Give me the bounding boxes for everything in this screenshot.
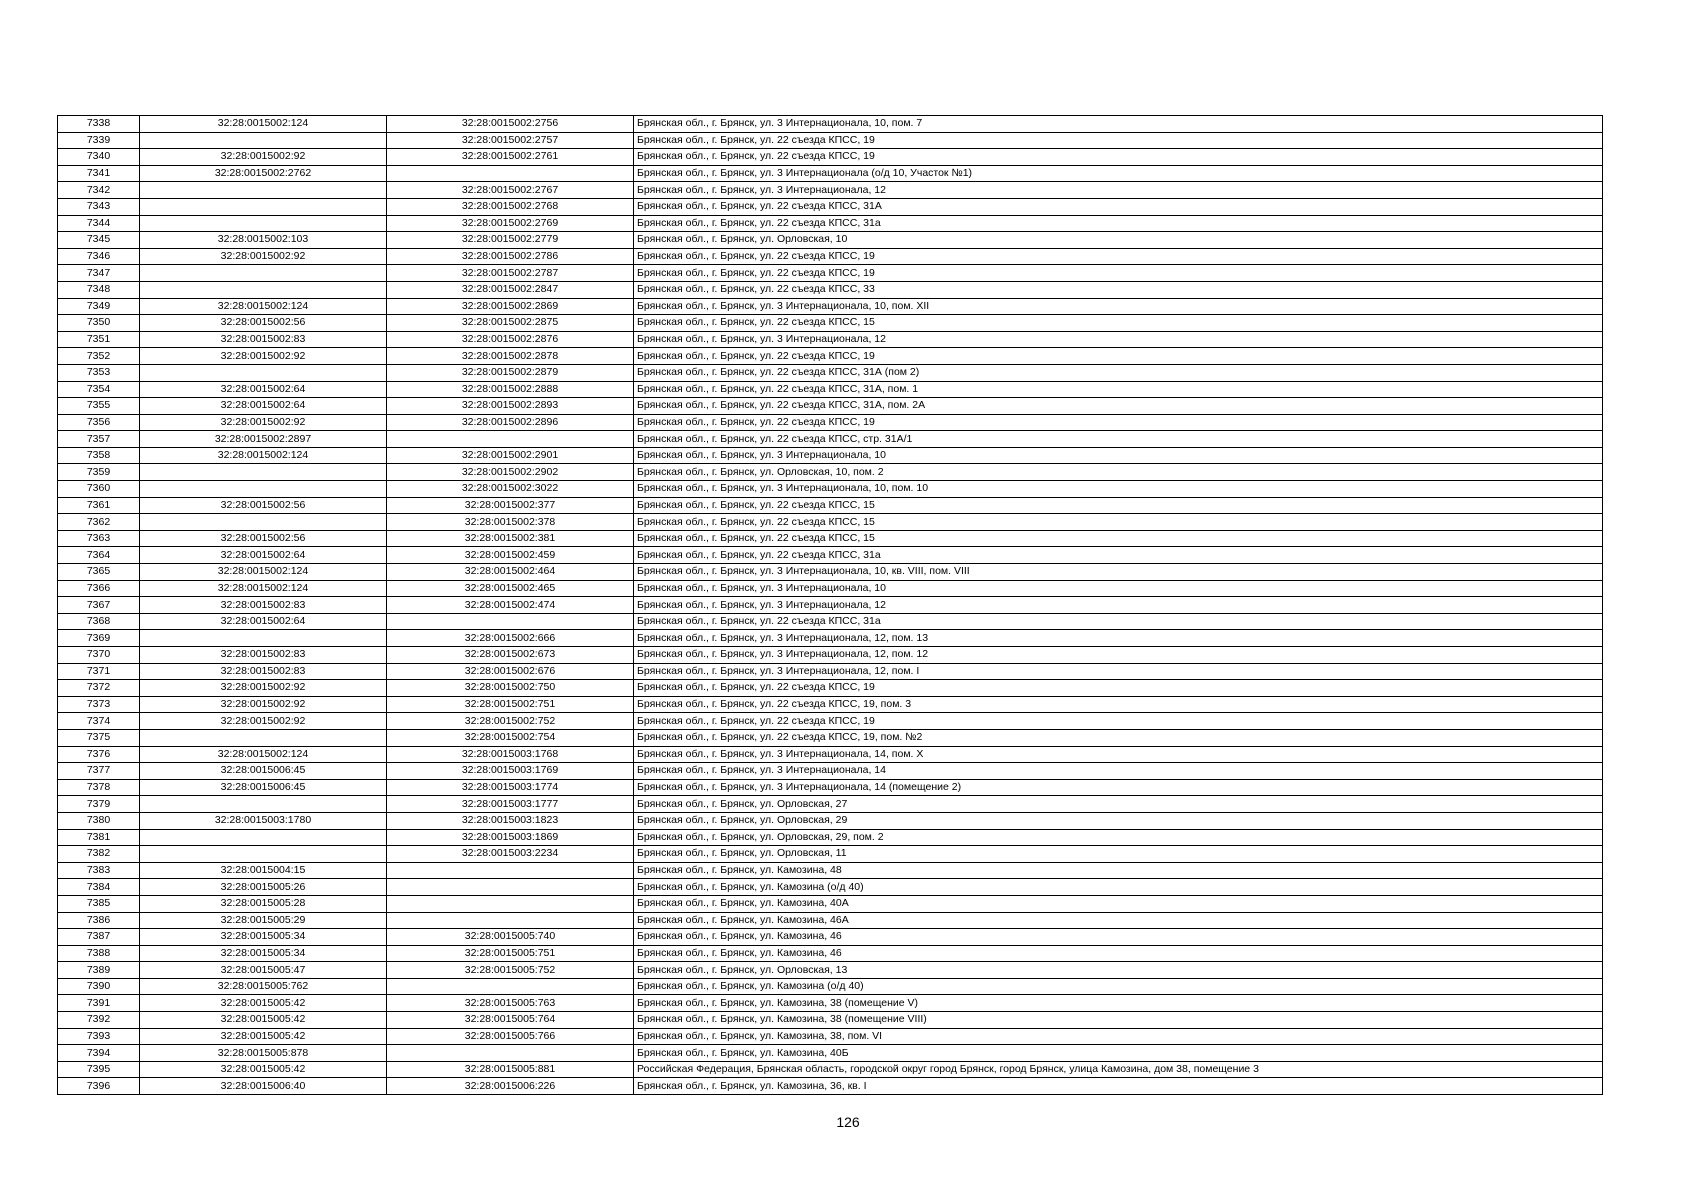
parent-parcel-cell: 32:28:0015002:56 (140, 315, 387, 332)
parent-parcel-cell: 32:28:0015002:56 (140, 530, 387, 547)
address-cell: Брянская обл., г. Брянск, ул. 22 съезда КПСС, 31А (пом 2) (634, 364, 1603, 381)
row-number-cell: 7374 (58, 713, 140, 730)
cadastral-number-cell: 32:28:0015002:2767 (387, 182, 634, 199)
row-number-cell: 7381 (58, 829, 140, 846)
address-cell: Брянская обл., г. Брянск, ул. 3 Интернационала, 10, пом. XII (634, 298, 1603, 315)
table-row (58, 995, 1603, 1012)
table-row (58, 265, 1603, 282)
cadastral-number-cell: 32:28:0015002:2878 (387, 348, 634, 365)
table-row (58, 846, 1603, 863)
parent-parcel-cell (140, 829, 387, 846)
parent-parcel-cell: 32:28:0015006:45 (140, 779, 387, 796)
row-number-cell: 7340 (58, 149, 140, 166)
address-cell: Брянская обл., г. Брянск, ул. 22 съезда КПСС, 15 (634, 514, 1603, 531)
parent-parcel-cell (140, 630, 387, 647)
row-number-cell: 7355 (58, 398, 140, 415)
cadastral-number-cell: 32:28:0015002:474 (387, 597, 634, 614)
table-row (58, 398, 1603, 415)
parent-parcel-cell: 32:28:0015005:42 (140, 1012, 387, 1029)
row-number-cell: 7376 (58, 746, 140, 763)
table-row (58, 812, 1603, 829)
address-cell: Брянская обл., г. Брянск, ул. 3 Интернационала, 10 (634, 447, 1603, 464)
table-row (58, 945, 1603, 962)
cadastral-number-cell: 32:28:0015002:2761 (387, 149, 634, 166)
cadastral-number-cell: 32:28:0015002:2768 (387, 198, 634, 215)
cadastral-number-cell: 32:28:0015006:226 (387, 1078, 634, 1095)
address-cell: Брянская обл., г. Брянск, ул. 22 съезда КПСС, 15 (634, 497, 1603, 514)
cadastral-number-cell: 32:28:0015002:381 (387, 530, 634, 547)
row-number-cell: 7394 (58, 1045, 140, 1062)
address-cell: Брянская обл., г. Брянск, ул. 3 Интернационала, 14, пом. X (634, 746, 1603, 763)
table-row (58, 663, 1603, 680)
cadastral-number-cell: 32:28:0015005:752 (387, 962, 634, 979)
address-cell: Брянская обл., г. Брянск, ул. 3 Интернационала, 12 (634, 182, 1603, 199)
parent-parcel-cell: 32:28:0015002:92 (140, 696, 387, 713)
row-number-cell: 7370 (58, 647, 140, 664)
parent-parcel-cell (140, 281, 387, 298)
row-number-cell: 7339 (58, 132, 140, 149)
row-number-cell: 7349 (58, 298, 140, 315)
table-row (58, 746, 1603, 763)
cadastral-number-cell: 32:28:0015002:2779 (387, 232, 634, 249)
cadastral-number-cell: 32:28:0015002:378 (387, 514, 634, 531)
table-row (58, 597, 1603, 614)
table-row (58, 215, 1603, 232)
row-number-cell: 7360 (58, 481, 140, 498)
row-number-cell: 7365 (58, 564, 140, 581)
row-number-cell: 7347 (58, 265, 140, 282)
parent-parcel-cell: 32:28:0015005:26 (140, 879, 387, 896)
parent-parcel-cell: 32:28:0015002:64 (140, 613, 387, 630)
row-number-cell: 7364 (58, 547, 140, 564)
table-row (58, 895, 1603, 912)
table-row (58, 613, 1603, 630)
cadastral-number-cell: 32:28:0015005:751 (387, 945, 634, 962)
table-row (58, 198, 1603, 215)
table-row (58, 1078, 1603, 1095)
parent-parcel-cell: 32:28:0015006:40 (140, 1078, 387, 1095)
address-cell: Брянская обл., г. Брянск, ул. Орловская, 29 (634, 812, 1603, 829)
table-row (58, 364, 1603, 381)
row-number-cell: 7341 (58, 165, 140, 182)
row-number-cell: 7383 (58, 862, 140, 879)
table-row (58, 912, 1603, 929)
cadastral-number-cell: 32:28:0015003:2234 (387, 846, 634, 863)
row-number-cell: 7392 (58, 1012, 140, 1029)
parent-parcel-cell: 32:28:0015002:92 (140, 713, 387, 730)
parent-parcel-cell: 32:28:0015005:42 (140, 1061, 387, 1078)
parent-parcel-cell (140, 729, 387, 746)
table-row (58, 779, 1603, 796)
cadastral-number-cell (387, 1045, 634, 1062)
cadastral-number-cell: 32:28:0015002:459 (387, 547, 634, 564)
cadastral-number-cell: 32:28:0015002:465 (387, 580, 634, 597)
parent-parcel-cell: 32:28:0015002:64 (140, 547, 387, 564)
cadastral-number-cell: 32:28:0015002:2876 (387, 331, 634, 348)
parent-parcel-cell: 32:28:0015002:83 (140, 331, 387, 348)
cadastral-number-cell: 32:28:0015005:766 (387, 1028, 634, 1045)
table-row (58, 729, 1603, 746)
table-row (58, 680, 1603, 697)
row-number-cell: 7369 (58, 630, 140, 647)
table-row (58, 962, 1603, 979)
row-number-cell: 7342 (58, 182, 140, 199)
table-row (58, 1028, 1603, 1045)
address-cell: Брянская обл., г. Брянск, ул. Камозина (о/д 40) (634, 978, 1603, 995)
row-number-cell: 7356 (58, 414, 140, 431)
address-cell: Брянская обл., г. Брянск, ул. 22 съезда КПСС, 33 (634, 281, 1603, 298)
table-row (58, 514, 1603, 531)
parent-parcel-cell: 32:28:0015005:42 (140, 995, 387, 1012)
parent-parcel-cell: 32:28:0015002:103 (140, 232, 387, 249)
table-row (58, 298, 1603, 315)
table-row (58, 862, 1603, 879)
cadastral-number-cell: 32:28:0015003:1769 (387, 763, 634, 780)
table-row (58, 281, 1603, 298)
parent-parcel-cell: 32:28:0015002:83 (140, 647, 387, 664)
cadastral-number-cell: 32:28:0015003:1774 (387, 779, 634, 796)
row-number-cell: 7352 (58, 348, 140, 365)
cadastral-number-cell: 32:28:0015003:1869 (387, 829, 634, 846)
cadastral-number-cell: 32:28:0015002:377 (387, 497, 634, 514)
parent-parcel-cell: 32:28:0015002:64 (140, 398, 387, 415)
row-number-cell: 7368 (58, 613, 140, 630)
cadastral-number-cell: 32:28:0015002:2896 (387, 414, 634, 431)
address-cell: Брянская обл., г. Брянск, ул. 3 Интернационала, 12, пом. 13 (634, 630, 1603, 647)
row-number-cell: 7350 (58, 315, 140, 332)
parent-parcel-cell: 32:28:0015002:92 (140, 680, 387, 697)
parent-parcel-cell: 32:28:0015002:2762 (140, 165, 387, 182)
row-number-cell: 7362 (58, 514, 140, 531)
row-number-cell: 7343 (58, 198, 140, 215)
cadastral-number-cell (387, 912, 634, 929)
address-cell: Брянская обл., г. Брянск, ул. Камозина, 38, пом. VI (634, 1028, 1603, 1045)
table-row (58, 796, 1603, 813)
address-cell: Брянская обл., г. Брянск, ул. 22 съезда КПСС, 15 (634, 315, 1603, 332)
row-number-cell: 7387 (58, 929, 140, 946)
address-cell: Брянская обл., г. Брянск, ул. Камозина, 46 (634, 945, 1603, 962)
table-row (58, 149, 1603, 166)
row-number-cell: 7372 (58, 680, 140, 697)
address-cell: Брянская обл., г. Брянск, ул. Орловская, 27 (634, 796, 1603, 813)
row-number-cell: 7363 (58, 530, 140, 547)
cadastral-number-cell: 32:28:0015005:740 (387, 929, 634, 946)
address-cell: Брянская обл., г. Брянск, ул. 3 Интернационала, 10, кв. VIII, пом. VIII (634, 564, 1603, 581)
row-number-cell: 7382 (58, 846, 140, 863)
row-number-cell: 7378 (58, 779, 140, 796)
table-row (58, 1061, 1603, 1078)
row-number-cell: 7346 (58, 248, 140, 265)
parent-parcel-cell: 32:28:0015002:124 (140, 746, 387, 763)
cadastral-number-cell: 32:28:0015002:2902 (387, 464, 634, 481)
row-number-cell: 7373 (58, 696, 140, 713)
parent-parcel-cell (140, 182, 387, 199)
cadastral-number-cell: 32:28:0015002:751 (387, 696, 634, 713)
parent-parcel-cell: 32:28:0015005:29 (140, 912, 387, 929)
table-row (58, 696, 1603, 713)
parent-parcel-cell: 32:28:0015002:124 (140, 580, 387, 597)
row-number-cell: 7395 (58, 1061, 140, 1078)
cadastral-number-cell: 32:28:0015002:2879 (387, 364, 634, 381)
address-cell: Брянская обл., г. Брянск, ул. 22 съезда КПСС, 31А, пом. 1 (634, 381, 1603, 398)
row-number-cell: 7391 (58, 995, 140, 1012)
table-row (58, 431, 1603, 448)
address-cell: Брянская обл., г. Брянск, ул. 3 Интернационала, 10, пом. 10 (634, 481, 1603, 498)
address-cell: Брянская обл., г. Брянск, ул. 22 съезда КПСС, 19 (634, 248, 1603, 265)
table-row (58, 331, 1603, 348)
row-number-cell: 7359 (58, 464, 140, 481)
row-number-cell: 7390 (58, 978, 140, 995)
parent-parcel-cell (140, 514, 387, 531)
table-row (58, 315, 1603, 332)
table-row (58, 348, 1603, 365)
table-row (58, 447, 1603, 464)
parent-parcel-cell: 32:28:0015002:92 (140, 414, 387, 431)
parent-parcel-cell (140, 215, 387, 232)
table-row (58, 580, 1603, 597)
cadastral-number-cell: 32:28:0015005:763 (387, 995, 634, 1012)
address-cell: Брянская обл., г. Брянск, ул. Орловская, 29, пом. 2 (634, 829, 1603, 846)
row-number-cell: 7353 (58, 364, 140, 381)
cadastral-number-cell: 32:28:0015002:2847 (387, 281, 634, 298)
cadastral-number-cell (387, 613, 634, 630)
table-row (58, 232, 1603, 249)
address-cell: Брянская обл., г. Брянск, ул. 3 Интернационала (о/д 10, Участок №1) (634, 165, 1603, 182)
cadastral-number-cell (387, 895, 634, 912)
address-cell: Брянская обл., г. Брянск, ул. Камозина, 40А (634, 895, 1603, 912)
cadastral-number-cell: 32:28:0015002:2769 (387, 215, 634, 232)
cadastral-number-cell: 32:28:0015002:464 (387, 564, 634, 581)
address-cell: Российская Федерация, Брянская область, городской округ город Брянск, город Брянск, улица Камозина, дом 38, помещение 3 (634, 1061, 1603, 1078)
parent-parcel-cell: 32:28:0015002:92 (140, 348, 387, 365)
address-cell: Брянская обл., г. Брянск, ул. Камозина, 48 (634, 862, 1603, 879)
cadastral-number-cell (387, 165, 634, 182)
table-row (58, 829, 1603, 846)
address-cell: Брянская обл., г. Брянск, ул. 22 съезда КПСС, 19 (634, 680, 1603, 697)
cadastral-number-cell: 32:28:0015002:666 (387, 630, 634, 647)
table-row (58, 464, 1603, 481)
parent-parcel-cell: 32:28:0015004:15 (140, 862, 387, 879)
parent-parcel-cell: 32:28:0015005:42 (140, 1028, 387, 1045)
cadastral-number-cell: 32:28:0015002:2786 (387, 248, 634, 265)
table-row (58, 116, 1603, 133)
parent-parcel-cell (140, 464, 387, 481)
cadastral-number-cell: 32:28:0015002:754 (387, 729, 634, 746)
table-row (58, 132, 1603, 149)
address-cell: Брянская обл., г. Брянск, ул. Орловская, 10, пом. 2 (634, 464, 1603, 481)
parent-parcel-cell: 32:28:0015002:56 (140, 497, 387, 514)
address-cell: Брянская обл., г. Брянск, ул. 3 Интернационала, 12, пом. I (634, 663, 1603, 680)
address-cell: Брянская обл., г. Брянск, ул. 22 съезда КПСС, 31а (634, 547, 1603, 564)
cadastral-number-cell: 32:28:0015002:2787 (387, 265, 634, 282)
row-number-cell: 7371 (58, 663, 140, 680)
cadastral-number-cell: 32:28:0015002:752 (387, 713, 634, 730)
cadastral-number-cell: 32:28:0015005:764 (387, 1012, 634, 1029)
row-number-cell: 7344 (58, 215, 140, 232)
table-row (58, 1012, 1603, 1029)
table-row (58, 978, 1603, 995)
table-row (58, 763, 1603, 780)
cadastral-number-cell: 32:28:0015002:2757 (387, 132, 634, 149)
table-row (58, 879, 1603, 896)
address-cell: Брянская обл., г. Брянск, ул. 3 Интернационала, 14 (помещение 2) (634, 779, 1603, 796)
table-row (58, 182, 1603, 199)
registry-table (57, 115, 1603, 1095)
row-number-cell: 7375 (58, 729, 140, 746)
cadastral-number-cell: 32:28:0015002:2869 (387, 298, 634, 315)
parent-parcel-cell (140, 846, 387, 863)
parent-parcel-cell: 32:28:0015002:2897 (140, 431, 387, 448)
row-number-cell: 7367 (58, 597, 140, 614)
cadastral-number-cell (387, 978, 634, 995)
cadastral-number-cell: 32:28:0015002:673 (387, 647, 634, 664)
table-row (58, 1045, 1603, 1062)
table-row (58, 547, 1603, 564)
cadastral-number-cell: 32:28:0015003:1777 (387, 796, 634, 813)
cadastral-number-cell: 32:28:0015003:1823 (387, 812, 634, 829)
table-row (58, 564, 1603, 581)
address-cell: Брянская обл., г. Брянск, ул. 3 Интернационала, 14 (634, 763, 1603, 780)
address-cell: Брянская обл., г. Брянск, ул. Камозина, 40Б (634, 1045, 1603, 1062)
cadastral-number-cell: 32:28:0015003:1768 (387, 746, 634, 763)
address-cell: Брянская обл., г. Брянск, ул. 3 Интернационала, 12 (634, 331, 1603, 348)
cadastral-number-cell (387, 862, 634, 879)
parent-parcel-cell (140, 364, 387, 381)
row-number-cell: 7386 (58, 912, 140, 929)
cadastral-number-cell: 32:28:0015002:2756 (387, 116, 634, 133)
cadastral-number-cell: 32:28:0015005:881 (387, 1061, 634, 1078)
row-number-cell: 7345 (58, 232, 140, 249)
table-row (58, 630, 1603, 647)
row-number-cell: 7338 (58, 116, 140, 133)
address-cell: Брянская обл., г. Брянск, ул. 22 съезда КПСС, 31а (634, 613, 1603, 630)
row-number-cell: 7361 (58, 497, 140, 514)
parent-parcel-cell: 32:28:0015005:34 (140, 929, 387, 946)
parent-parcel-cell: 32:28:0015002:92 (140, 149, 387, 166)
parent-parcel-cell: 32:28:0015002:83 (140, 663, 387, 680)
address-cell: Брянская обл., г. Брянск, ул. 22 съезда КПСС, стр. 31А/1 (634, 431, 1603, 448)
parent-parcel-cell: 32:28:0015005:762 (140, 978, 387, 995)
address-cell: Брянская обл., г. Брянск, ул. 22 съезда КПСС, 19, пом. 3 (634, 696, 1603, 713)
table-row (58, 165, 1603, 182)
address-cell: Брянская обл., г. Брянск, ул. 22 съезда КПСС, 19 (634, 414, 1603, 431)
row-number-cell: 7366 (58, 580, 140, 597)
address-cell: Брянская обл., г. Брянск, ул. Орловская, 11 (634, 846, 1603, 863)
row-number-cell: 7351 (58, 331, 140, 348)
address-cell: Брянская обл., г. Брянск, ул. 3 Интернационала, 12, пом. 12 (634, 647, 1603, 664)
address-cell: Брянская обл., г. Брянск, ул. Камозина, 36, кв. I (634, 1078, 1603, 1095)
table-row (58, 414, 1603, 431)
parent-parcel-cell: 32:28:0015002:124 (140, 298, 387, 315)
row-number-cell: 7379 (58, 796, 140, 813)
parent-parcel-cell (140, 198, 387, 215)
row-number-cell: 7385 (58, 895, 140, 912)
address-cell: Брянская обл., г. Брянск, ул. Камозина, 46А (634, 912, 1603, 929)
address-cell: Брянская обл., г. Брянск, ул. Камозина (о/д 40) (634, 879, 1603, 896)
parent-parcel-cell: 32:28:0015002:83 (140, 597, 387, 614)
parent-parcel-cell: 32:28:0015005:878 (140, 1045, 387, 1062)
row-number-cell: 7380 (58, 812, 140, 829)
address-cell: Брянская обл., г. Брянск, ул. Камозина, 46 (634, 929, 1603, 946)
parent-parcel-cell: 32:28:0015005:47 (140, 962, 387, 979)
parent-parcel-cell: 32:28:0015005:34 (140, 945, 387, 962)
row-number-cell: 7377 (58, 763, 140, 780)
address-cell: Брянская обл., г. Брянск, ул. 22 съезда КПСС, 31А (634, 198, 1603, 215)
row-number-cell: 7396 (58, 1078, 140, 1095)
parent-parcel-cell: 32:28:0015002:64 (140, 381, 387, 398)
parent-parcel-cell (140, 265, 387, 282)
parent-parcel-cell: 32:28:0015002:124 (140, 116, 387, 133)
cadastral-number-cell: 32:28:0015002:2893 (387, 398, 634, 415)
cadastral-number-cell: 32:28:0015002:750 (387, 680, 634, 697)
cadastral-number-cell (387, 431, 634, 448)
address-cell: Брянская обл., г. Брянск, ул. 3 Интернационала, 12 (634, 597, 1603, 614)
parent-parcel-cell: 32:28:0015002:124 (140, 564, 387, 581)
row-number-cell: 7357 (58, 431, 140, 448)
cadastral-number-cell: 32:28:0015002:2888 (387, 381, 634, 398)
parent-parcel-cell: 32:28:0015005:28 (140, 895, 387, 912)
parent-parcel-cell (140, 796, 387, 813)
address-cell: Брянская обл., г. Брянск, ул. Камозина, 38 (помещение V) (634, 995, 1603, 1012)
row-number-cell: 7358 (58, 447, 140, 464)
cadastral-number-cell: 32:28:0015002:2875 (387, 315, 634, 332)
table-row (58, 647, 1603, 664)
cadastral-number-cell: 32:28:0015002:3022 (387, 481, 634, 498)
parent-parcel-cell: 32:28:0015006:45 (140, 763, 387, 780)
table-row (58, 497, 1603, 514)
address-cell: Брянская обл., г. Брянск, ул. Орловская, 10 (634, 232, 1603, 249)
registry-body (58, 116, 1603, 1095)
address-cell: Брянская обл., г. Брянск, ул. 22 съезда КПСС, 15 (634, 530, 1603, 547)
parent-parcel-cell (140, 481, 387, 498)
row-number-cell: 7393 (58, 1028, 140, 1045)
address-cell: Брянская обл., г. Брянск, ул. 22 съезда КПСС, 19 (634, 348, 1603, 365)
cadastral-number-cell: 32:28:0015002:2901 (387, 447, 634, 464)
cadastral-number-cell: 32:28:0015002:676 (387, 663, 634, 680)
table-row (58, 248, 1603, 265)
address-cell: Брянская обл., г. Брянск, ул. Орловская, 13 (634, 962, 1603, 979)
row-number-cell: 7388 (58, 945, 140, 962)
table-row (58, 530, 1603, 547)
parent-parcel-cell: 32:28:0015003:1780 (140, 812, 387, 829)
address-cell: Брянская обл., г. Брянск, ул. 22 съезда КПСС, 19 (634, 132, 1603, 149)
address-cell: Брянская обл., г. Брянск, ул. 22 съезда КПСС, 19 (634, 265, 1603, 282)
table-row (58, 713, 1603, 730)
address-cell: Брянская обл., г. Брянск, ул. Камозина, 38 (помещение VIII) (634, 1012, 1603, 1029)
table-row (58, 929, 1603, 946)
row-number-cell: 7354 (58, 381, 140, 398)
address-cell: Брянская обл., г. Брянск, ул. 3 Интернационала, 10, пом. 7 (634, 116, 1603, 133)
row-number-cell: 7348 (58, 281, 140, 298)
address-cell: Брянская обл., г. Брянск, ул. 22 съезда КПСС, 31а (634, 215, 1603, 232)
row-number-cell: 7389 (58, 962, 140, 979)
parent-parcel-cell (140, 132, 387, 149)
parent-parcel-cell: 32:28:0015002:92 (140, 248, 387, 265)
address-cell: Брянская обл., г. Брянск, ул. 22 съезда КПСС, 31А, пом. 2А (634, 398, 1603, 415)
address-cell: Брянская обл., г. Брянск, ул. 3 Интернационала, 10 (634, 580, 1603, 597)
cadastral-number-cell (387, 879, 634, 896)
address-cell: Брянская обл., г. Брянск, ул. 22 съезда КПСС, 19, пом. №2 (634, 729, 1603, 746)
table-row (58, 481, 1603, 498)
table-row (58, 381, 1603, 398)
page-number: 126 (836, 1114, 860, 1130)
parent-parcel-cell: 32:28:0015002:124 (140, 447, 387, 464)
address-cell: Брянская обл., г. Брянск, ул. 22 съезда КПСС, 19 (634, 149, 1603, 166)
row-number-cell: 7384 (58, 879, 140, 896)
address-cell: Брянская обл., г. Брянск, ул. 22 съезда КПСС, 19 (634, 713, 1603, 730)
